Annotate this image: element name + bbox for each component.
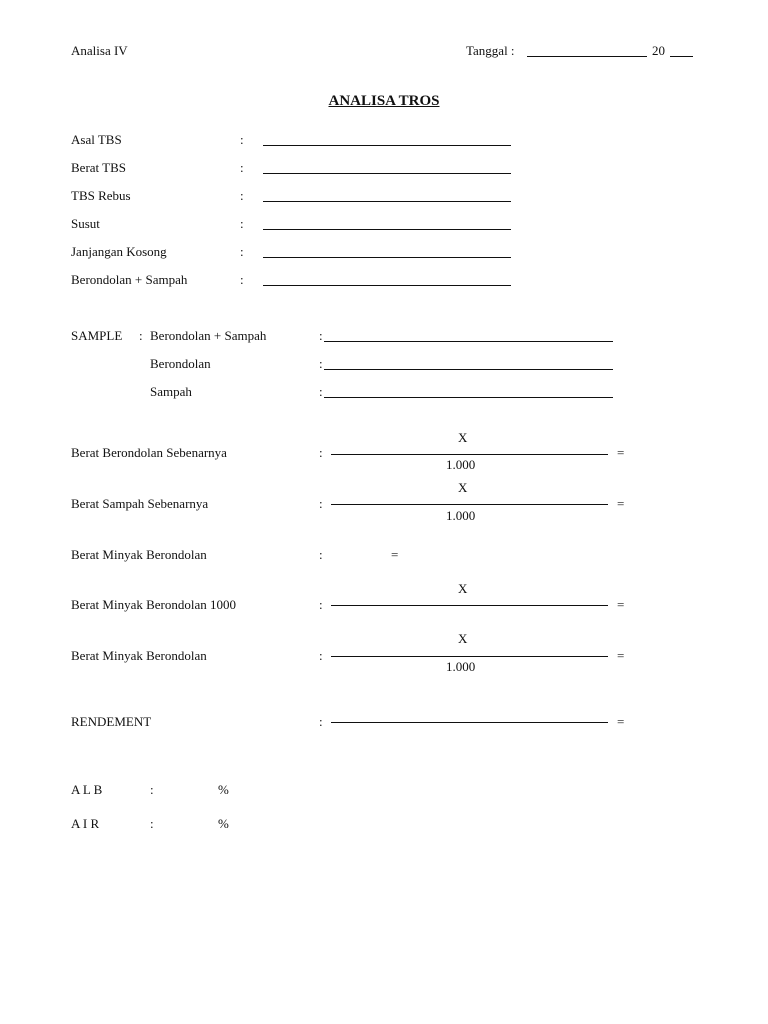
sample-item-label: Sampah xyxy=(150,384,192,399)
field-blank[interactable] xyxy=(263,229,511,230)
fraction-line xyxy=(331,504,608,505)
field-blank[interactable] xyxy=(263,257,511,258)
calc-denominator: 1.000 xyxy=(446,508,476,523)
calc-numerator: X xyxy=(458,631,468,646)
field-blank[interactable] xyxy=(263,285,511,286)
rendement-line[interactable] xyxy=(331,722,608,723)
date-label: Tanggal : xyxy=(466,43,515,58)
calc-colon: : xyxy=(319,648,323,663)
field-label: Berondolan + Sampah xyxy=(71,272,188,287)
calc-equals: = xyxy=(617,597,625,612)
calc-label: Berat Minyak Berondolan xyxy=(71,547,207,562)
year-prefix: 20 xyxy=(652,43,665,58)
rendement-colon: : xyxy=(319,714,323,729)
field-label: Susut xyxy=(71,216,100,231)
calc-numerator: X xyxy=(458,480,468,495)
result-label-alb: A L B xyxy=(71,782,103,797)
fraction-line xyxy=(331,656,608,657)
calc-colon: : xyxy=(319,597,323,612)
calc-numerator: X xyxy=(458,430,468,445)
field-colon: : xyxy=(240,132,244,147)
result-unit: % xyxy=(218,816,229,831)
field-label: Janjangan Kosong xyxy=(71,244,167,259)
sample-item-colon: : xyxy=(319,328,323,343)
page-title: ANALISA TROS xyxy=(328,93,440,109)
field-label: TBS Rebus xyxy=(71,188,131,203)
fraction-line xyxy=(331,454,608,455)
field-colon: : xyxy=(240,216,244,231)
calc-numerator: X xyxy=(458,581,468,596)
field-label: Asal TBS xyxy=(71,132,122,147)
sample-item-colon: : xyxy=(319,384,323,399)
fraction-line xyxy=(331,605,608,606)
sample-item-blank[interactable] xyxy=(324,341,613,342)
result-label-air: A I R xyxy=(71,816,100,831)
calc-equals: = xyxy=(391,547,399,562)
sample-label: SAMPLE xyxy=(71,328,123,343)
calc-equals: = xyxy=(617,445,625,460)
calc-denominator: 1.000 xyxy=(446,457,476,472)
calc-equals: = xyxy=(617,496,625,511)
sample-item-colon: : xyxy=(319,356,323,371)
rendement-label: RENDEMENT xyxy=(71,714,152,729)
sample-item-label: Berondolan + Sampah xyxy=(150,328,267,343)
field-colon: : xyxy=(240,188,244,203)
result-colon: : xyxy=(150,816,154,831)
year-blank[interactable] xyxy=(670,56,693,57)
header-left: Analisa IV xyxy=(71,43,128,58)
calc-colon: : xyxy=(319,547,323,562)
field-label: Berat TBS xyxy=(71,160,127,175)
calc-colon: : xyxy=(319,445,323,460)
calc-equals: = xyxy=(617,648,625,663)
field-blank[interactable] xyxy=(263,173,511,174)
field-colon: : xyxy=(240,244,244,259)
field-colon: : xyxy=(240,272,244,287)
result-colon: : xyxy=(150,782,154,797)
rendement-equals: = xyxy=(617,714,625,729)
sample-colon: : xyxy=(139,328,143,343)
field-colon: : xyxy=(240,160,244,175)
calc-label: Berat Minyak Berondolan 1000 xyxy=(71,597,236,612)
calc-colon: : xyxy=(319,496,323,511)
field-blank[interactable] xyxy=(263,145,511,146)
result-unit: % xyxy=(218,782,229,797)
calc-label: Berat Minyak Berondolan xyxy=(71,648,207,663)
calc-label: Berat Berondolan Sebenarnya xyxy=(71,445,227,460)
calc-label: Berat Sampah Sebenarnya xyxy=(71,496,209,511)
date-blank[interactable] xyxy=(527,56,647,57)
calc-denominator: 1.000 xyxy=(446,659,476,674)
sample-item-blank[interactable] xyxy=(324,397,613,398)
field-blank[interactable] xyxy=(263,201,511,202)
sample-item-blank[interactable] xyxy=(324,369,613,370)
sample-item-label: Berondolan xyxy=(150,356,211,371)
